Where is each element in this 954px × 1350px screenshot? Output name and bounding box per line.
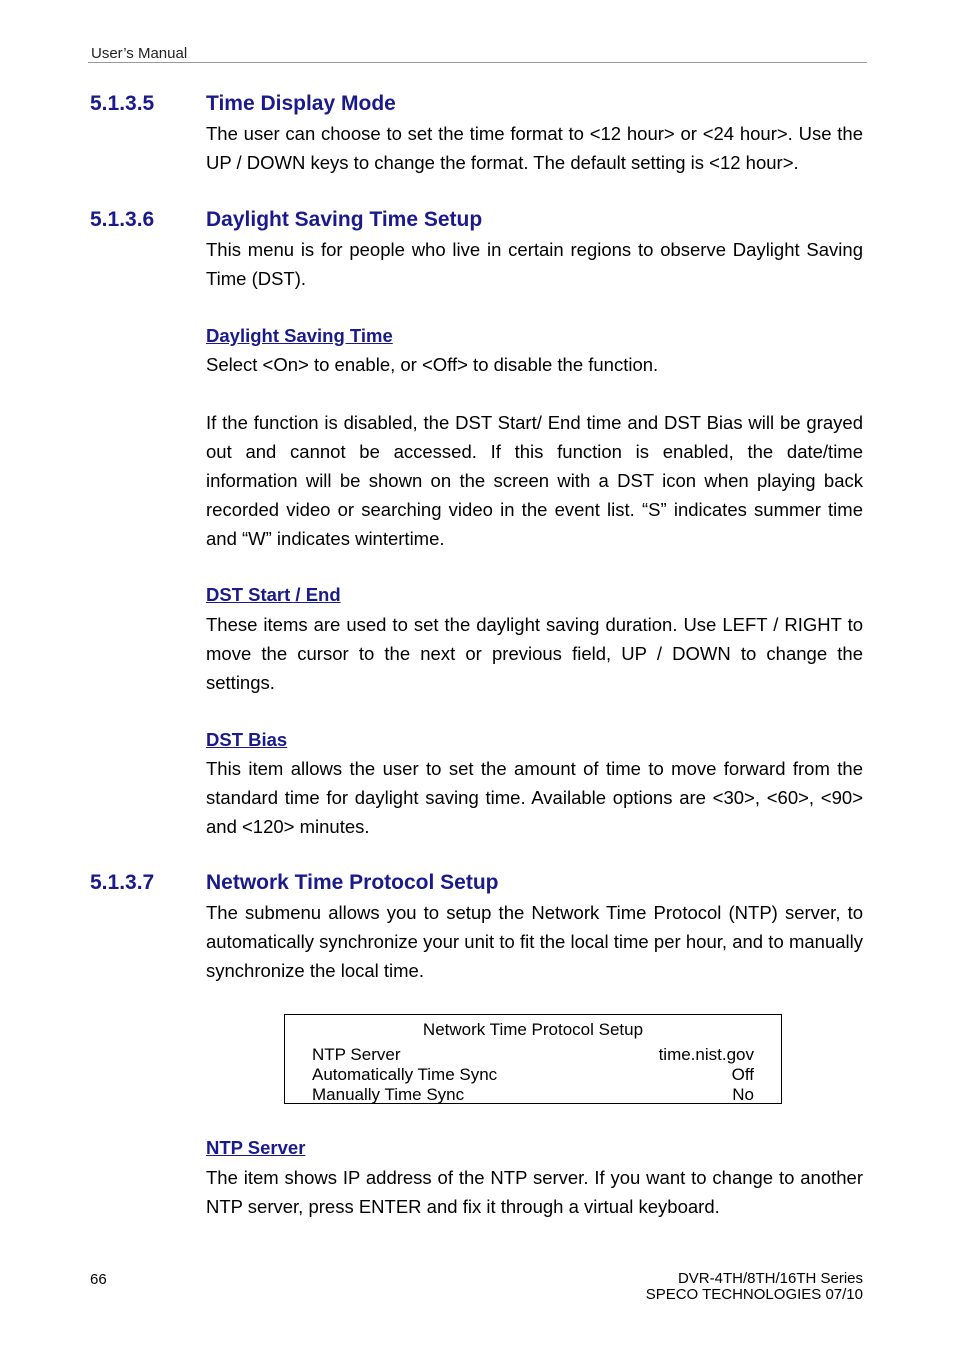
footer-info (646, 1271, 863, 1303)
ntp-menu-screen (284, 1014, 782, 1104)
ntp-menu-row-auto-sync (312, 1065, 754, 1085)
header-divider (88, 62, 867, 63)
section-number: 5.1.3.5 (90, 92, 155, 115)
running-header: User’s Manual (91, 45, 188, 62)
subheading-dst-start-end: DST Start / End (206, 584, 341, 605)
footer-series: DVR-4TH/8TH/16TH Series (677, 1270, 863, 1287)
page-number: 66 (90, 1271, 107, 1288)
ntp-row-label: Automatically Time Sync (312, 1065, 498, 1084)
ntp-row-value: time.nist.gov (658, 1045, 754, 1064)
section-title: Time Display Mode (206, 92, 396, 115)
ntp-row-value: Off (731, 1065, 754, 1084)
dst-start-end-text: These items are used to set the daylight saving duration. Use LEFT / RIGHT to move the cursor to the next or previous field, UP / DOWN to change the settings. (206, 614, 863, 693)
ntp-menu-title: Network Time Protocol Setup (422, 1020, 644, 1039)
section-number: 5.1.3.7 (90, 871, 155, 894)
section-title: Network Time Protocol Setup (206, 871, 499, 894)
dst-bias-text: This item allows the user to set the amount of time to move forward from the standard time for daylight saving time. Available options are <30>, <60>, <90> and <120> minutes. (206, 758, 863, 837)
ntp-server-text: The item shows IP address of the NTP server. If you want to change to another NTP server, press ENTER and fix it through a virtual keyboard. (206, 1167, 863, 1217)
ntp-menu-row-ntp-server (312, 1045, 754, 1065)
section-number: 5.1.3.6 (90, 208, 155, 231)
ntp-row-label: Manually Time Sync (312, 1085, 465, 1104)
daylight-saving-time-detail-text: If the function is disabled, the DST Start/ End time and DST Bias will be grayed out and cannot be accessed. If this function is enabled, the date/time information will be shown on the screen with a DST icon when playing back recorded video or searching video in the event list. “S” indicates summer time and “W” indicates wintertime. (206, 412, 863, 549)
section-title: Daylight Saving Time Setup (206, 208, 483, 231)
ntp-menu-row-manual-sync (312, 1085, 754, 1105)
ntp-row-label: NTP Server (312, 1045, 401, 1064)
subheading-dst-bias: DST Bias (206, 729, 288, 750)
footer-company: SPECO TECHNOLOGIES 07/10 (645, 1286, 863, 1303)
time-display-mode-text: The user can choose to set the time format to <12 hour> or <24 hour>. Use the UP / DOWN keys to change the format. The default setting is <12 hour>. (206, 123, 863, 173)
ntp-row-value: No (732, 1085, 754, 1104)
daylight-saving-intro-text: This menu is for people who live in certain regions to observe Daylight Saving Time (DST). (206, 239, 863, 289)
ntp-setup-text: The submenu allows you to setup the Network Time Protocol (NTP) server, to automatically synchronize your unit to fit the local time per hour, and to manually synchronize the local time. (206, 902, 863, 981)
subheading-daylight-saving-time: Daylight Saving Time (206, 325, 393, 346)
daylight-saving-time-text: Select <On> to enable, or <Off> to disable the function. (206, 354, 659, 375)
subheading-ntp-server: NTP Server (206, 1137, 306, 1158)
